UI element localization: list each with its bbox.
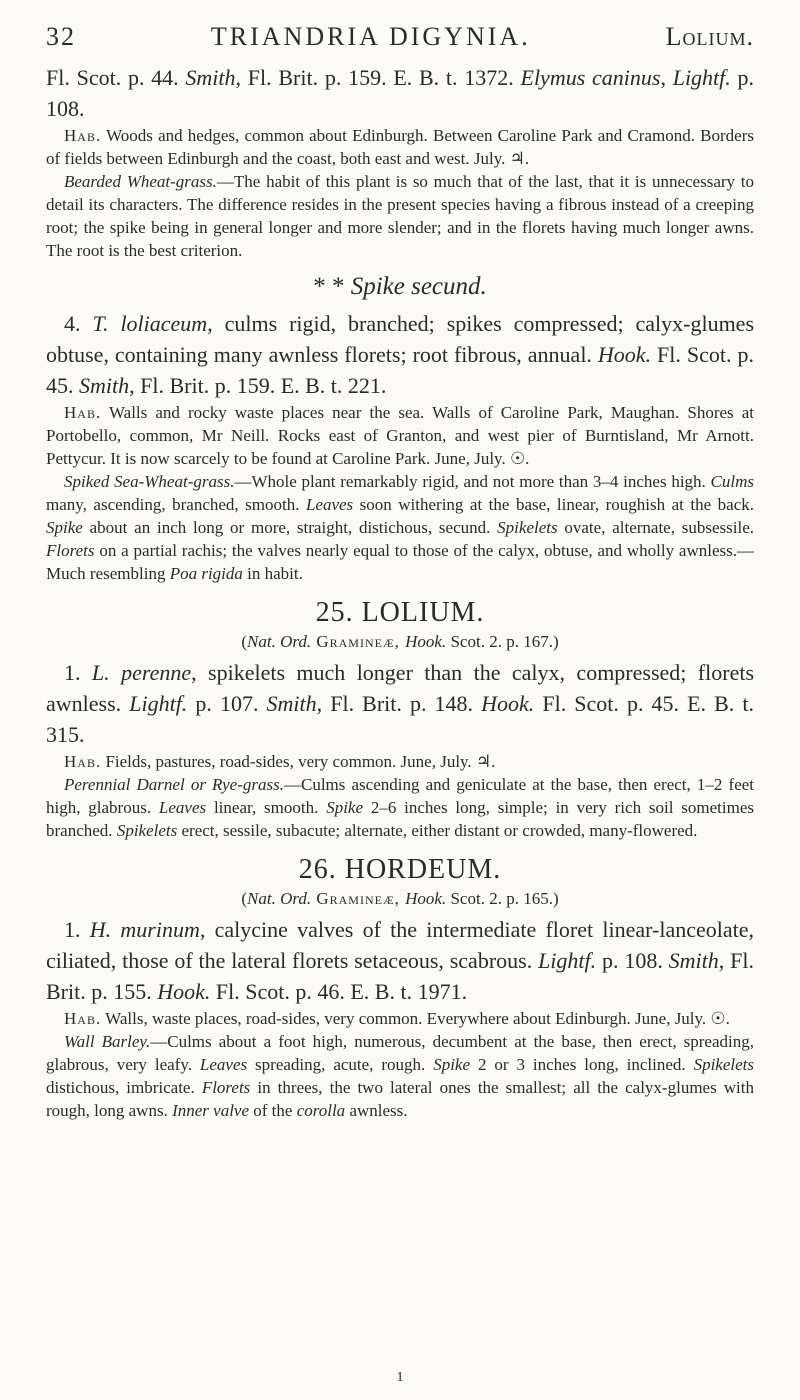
description-paragraph: Wall Barley.—Culms about a foot high, numerous, decumbent at the base, then erect, spreading, glabrous, very leafy. Leaves spreading, acute, rough. Spike 2 or 3 inches long, inclined. Spikelets distichous, imbricate. Florets in threes, the two lateral ones the smallest; all the calyx-glumes with rough, long awns. Inner valve of the corolla awnless.: [46, 1032, 755, 1120]
running-genus: Lolium.: [665, 22, 754, 51]
description-paragraph: Perennial Darnel or Rye-grass.—Culms ascending and geniculate at the base, then erect, 1–2 feet high, glabrous. Leaves linear, smooth. Spike 2–6 inches long, simple; in very rich soil sometimes branched. Spikelets erect, sessile, subacute; alternate, either distant or crowded, many-flowered.: [46, 775, 755, 840]
description-paragraph: Spiked Sea-Wheat-grass.—Whole plant remarkably rigid, and not more than 3–4 inches high. Culms many, ascending, branched, smooth. Leaves soon withering at the base, linear, roughish at the back. Spike about an inch long or more, straight, distichous, secund. Spikelets ovate, alternate, subsessile. Florets on a partial rachis; the valves nearly equal to those of the calyx, obtuse, and wholly awnless.—Much resembling Poa rigida in habit.: [46, 472, 755, 583]
intro-reference: Fl. Scot. p. 44. Smith, Fl. Brit. p. 159. E. B. t. 1372. Elymus caninus, Lightf. p. 108.: [46, 65, 755, 121]
signature-mark: 1: [396, 1370, 404, 1385]
natural-order-line: (Nat. Ord. Gramineæ, Hook. Scot. 2. p. 167.): [241, 632, 559, 651]
habitat-paragraph: Hab. Walls, waste places, road-sides, very common. Everywhere about Edinburgh. June, July. ☉.: [64, 1009, 730, 1028]
species-entry: 1. H. murinum, calycine valves of the intermediate floret linear-lanceolate, ciliated, those of the lateral florets setaceous, scabrous. Lightf. p. 108. Smith, Fl. Brit. p. 155. Hook. Fl. Scot. p. 46. E. B. t. 1971.: [46, 917, 754, 1004]
running-title: TRIANDRIA DIGYNIA.: [210, 22, 531, 51]
genus-heading: 25. LOLIUM.: [315, 597, 485, 628]
description-paragraph: Bearded Wheat-grass.—The habit of this plant is so much that of the last, that it is unnecessary to detail its characters. The difference resides in the present species having a fibrous instead of a creeping root; the spike being in general longer and more slender; and in the florets having much longer awns. The root is the best criterion.: [46, 172, 754, 260]
species-entry: 1. L. perenne, spikelets much longer than the calyx, compressed; florets awnless. Lightf. p. 107. Smith, Fl. Brit. p. 148. Hook. Fl. Scot. p. 45. E. B. t. 315.: [46, 660, 755, 747]
page-number: 32: [46, 22, 76, 51]
natural-order-line: (Nat. Ord. Gramineæ, Hook. Scot. 2. p. 165.): [241, 889, 559, 908]
genus-heading: 26. HORDEUM.: [298, 854, 502, 885]
habitat-paragraph: Hab. Woods and hedges, common about Edinburgh. Between Caroline Park and Cramond. Borders of fields between Edinburgh and the coast, both east and west. July. ♃.: [46, 126, 754, 168]
section-subheading: * * Spike secund.: [313, 273, 487, 300]
habitat-paragraph: Hab. Walls and rocky waste places near the sea. Walls of Caroline Park, Maughan. Shores at Portobello, common, Mr Neill. Rocks east of Granton, and west pier of Burntisland, Mr Arnott. Pettycur. It is now scarcely to be found at Caroline Park. June, July. ☉.: [46, 403, 754, 468]
habitat-paragraph: Hab. Fields, pastures, road-sides, very common. June, July. ♃.: [64, 752, 496, 771]
page-header: [46, 22, 754, 52]
species-entry: 4. T. loliaceum, culms rigid, branched; spikes compressed; calyx-glumes obtuse, containing many awnless florets; root fibrous, annual. Hook. Fl. Scot. p. 45. Smith, Fl. Brit. p. 159. E. B. t. 221.: [46, 311, 755, 398]
